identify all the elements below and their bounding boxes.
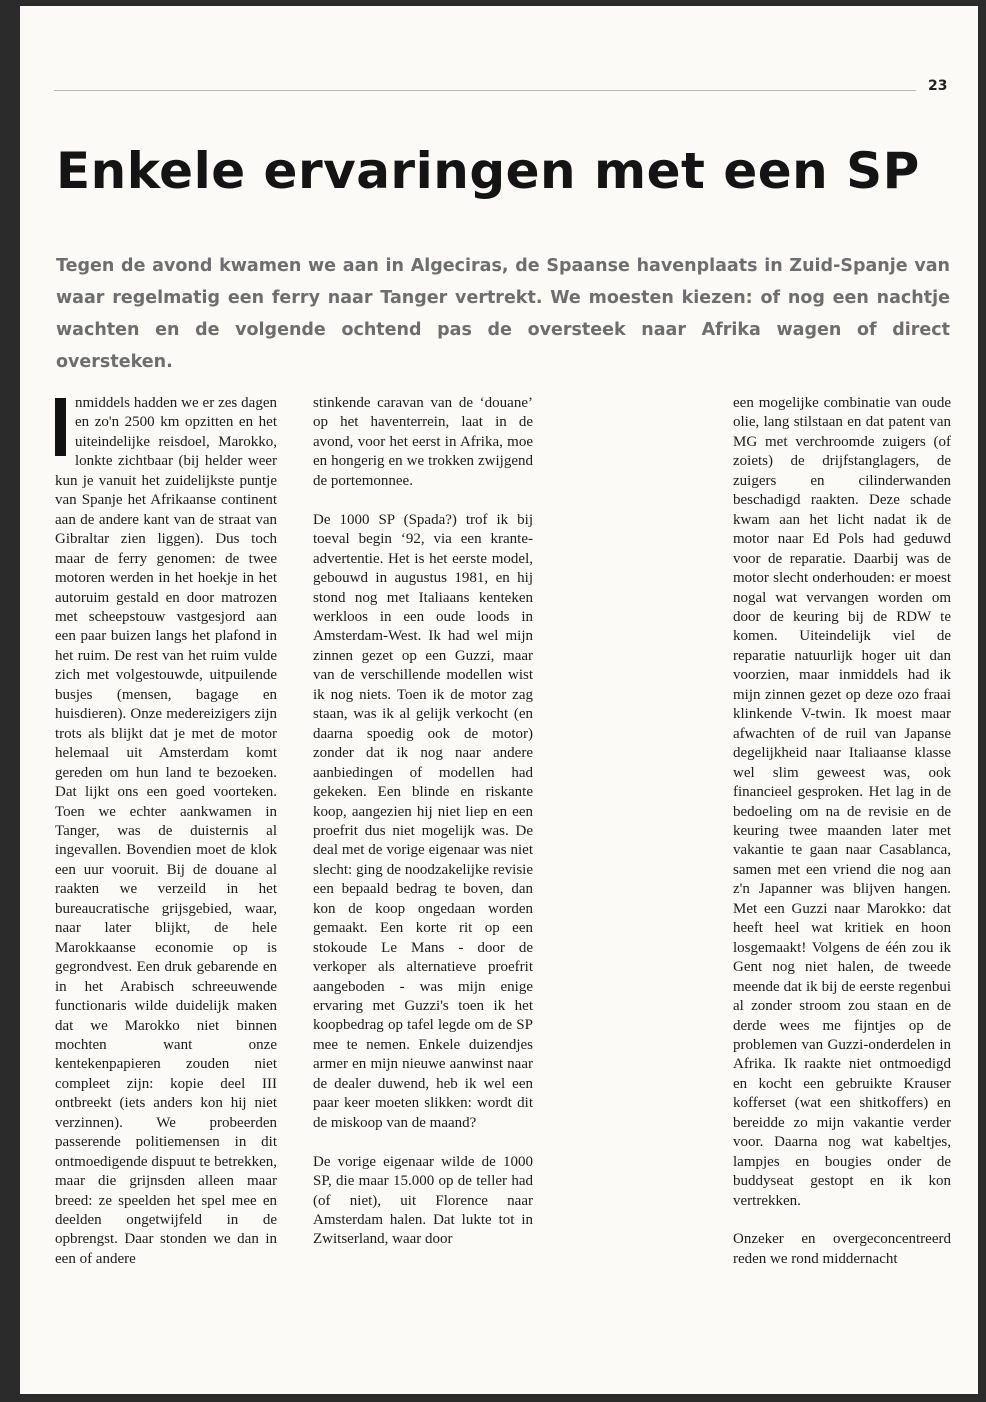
paragraph: een mogelijke combinatie van oude olie, lang stilstaan en dat patent van MG met verchroomde zuigers (of zoiets) de drijfstanglagers, de zuigers en cilinderwanden beschadigd raakten. Deze schade kwam aan het licht nadat ik de motor naar Ed Pols had geduwd voor de reparatie. Daarbij was de motor slecht onderhouden: er moest nogal wat vervangen worden om door de keuring bij de RDW te komen. Uiteindelijk viel de reparatie natuurlijk hoger uit dan voorzien, maar inmiddels had ik mijn zinnen gezet op deze ozo fraai klinkende V-twin. Ik moest maar afwachten of de ruil van Japanse degelijkheid naar Italiaanse klasse wel slim geweest was, ook financieel gesproken. Het lag in de bedoeling om na de revisie en de keuring twee maanden later met vakantie te gaan naar Casablanca, samen met een vriend die nog aan z'n Japanner was blijven hangen. Met een Guzzi naar Marokko: dat heeft heel wat kritiek en hoon losgemaakt! Volgens de één zou ik Gent nog niet halen, de tweede meende dat ik bij de eerste regenbui al zonder stroom zou staan en de derde wees me fijntjes op de problemen van Guzzi-onderdelen in Afrika. Ik raakte niet ontmoedigd en kocht een gebruikte Krauser kofferset (wat een shitkoffers) en bereidde zo mijn vakantie verder voor. Daarna nog wat kabeltjes, lampjes en bougies onder de buddyseat gestopt en ik kon vertrekken. xyxy=(733,395,951,1209)
text-column-1 xyxy=(55,394,277,1269)
drop-cap xyxy=(55,398,66,456)
paragraph-text: nmiddels hadden we er zes dagen en zo'n 2500 km opzitten en het uiteindelijke reisdoel, Marokko, lonkte zichtbaar (bij helder weer kun je vanuit het zuidelijkste puntje van Spanje het Afrikaanse continent aan de andere kant van de straat van Gibraltar zien liggen). Dus toch maar de ferry genomen: de twee motoren werden in het hoekje in het autoruim gestald en door matrozen met scheepstouw vastgesjord aan een paar buizen langs het plafond in het ruim. De rest van het ruim vulde zich met volgestouwde, uitpuilende busjes (mensen, bagage en huisdieren). Onze medereizigers zijn trots als blijkt dat je met de motor helemaal uit Amsterdam komt gereden om hun land te bezoeken. Dat lijkt ons een goed voorteken. Toen we echter aankwamen in Tanger, was de duisternis al ingevallen. Bovendien moet de klok een uur vooruit. Bij de douane al raakten we verzeild in het bureaucratische grijsgebied, waar, naar later blijkt, de hele Marokkaanse economie op is gegrondvest. Een druk gebarende en in het Arabisch schreeuwende functionaris wilde duidelijk maken dat we Marokko niet binnen mochten want onze kentekenpapieren zouden niet compleet zijn: kopie deel III ontbreekt (iets anders kon hij niet verzinnen). We probeerden passerende politiemensen in dit ontmoedigende dispuut te betrekken, maar die grijnsden alleen maar breed: ze speelden het spel mee en deelden ongetwijfeld in de opbrengst. Daar stonden we dan in een of andere xyxy=(55,395,277,1267)
text-column-2 xyxy=(313,394,533,1250)
page-number: 23 xyxy=(928,78,948,94)
paragraph: De vorige eigenaar wilde de 1000 SP, die maar 15.000 op de teller had (of niet), uit Florence naar Amsterdam halen. Dat lukte tot in Zwitserland, waar door xyxy=(313,1153,533,1248)
text-column-3 xyxy=(733,394,951,1269)
paragraph xyxy=(55,394,277,1269)
article-lead: Tegen de avond kwamen we aan in Algeciras, de Spaanse havenplaats in Zuid-Spanje van waar regelmatig een ferry naar Tanger vertrekt. We moesten kiezen: of nog een nachtje wachten en de volgende ochtend pas de oversteek naar Afrika wagen of direct oversteken. xyxy=(56,256,950,372)
article-title: Enkele ervaringen met een SP xyxy=(56,142,920,200)
paragraph: Onzeker en overgeconcentreerd reden we rond middernacht xyxy=(733,1231,951,1267)
magazine-page xyxy=(20,6,978,1394)
header-rule xyxy=(54,90,916,91)
paragraph: De 1000 SP (Spada?) trof ik bij toeval begin ‘92, via een krante-advertentie. Het is het eerste model, gebouwd in augustus 1981, en hij stond nog met Italiaans kenteken werkloos in een oude loods in Amsterdam-West. Ik had wel mijn zinnen gezet op een Guzzi, maar van de verschillende modellen wist ik nog niets. Toen ik de motor zag staan, was ik al gelijk verkocht (en daarna spoedig ook de motor) zonder dat ik nog naar andere aanbiedingen of modellen had gekeken. Een blinde en riskante koop, aangezien hij niet liep en een proefrit dus niet mogelijk was. De deal met de vorige eigenaar was niet slecht: ging de noodzakelijke revisie een bepaald bedrag te boven, dan kon de koop ongedaan worden gemaakt. Een korte rit op een stokoude Le Mans - door de verkoper als alternatieve proefrit aangeboden - was mijn enige ervaring met Guzzi's toen ik het koopbedrag op tafel legde om de SP mee te nemen. Enkele duizendjes armer en mijn nieuwe aanwinst naar de dealer duwend, heb ik wel een paar keer moeten slikken: wordt dit de miskoop van de maand? xyxy=(313,511,533,1131)
paragraph: stinkende caravan van de ‘douane’ op het haventerrein, laat in de avond, voor het eerst in Afrika, moe en hongerig en we trokken zwijgend de portemonnee. xyxy=(313,395,533,489)
